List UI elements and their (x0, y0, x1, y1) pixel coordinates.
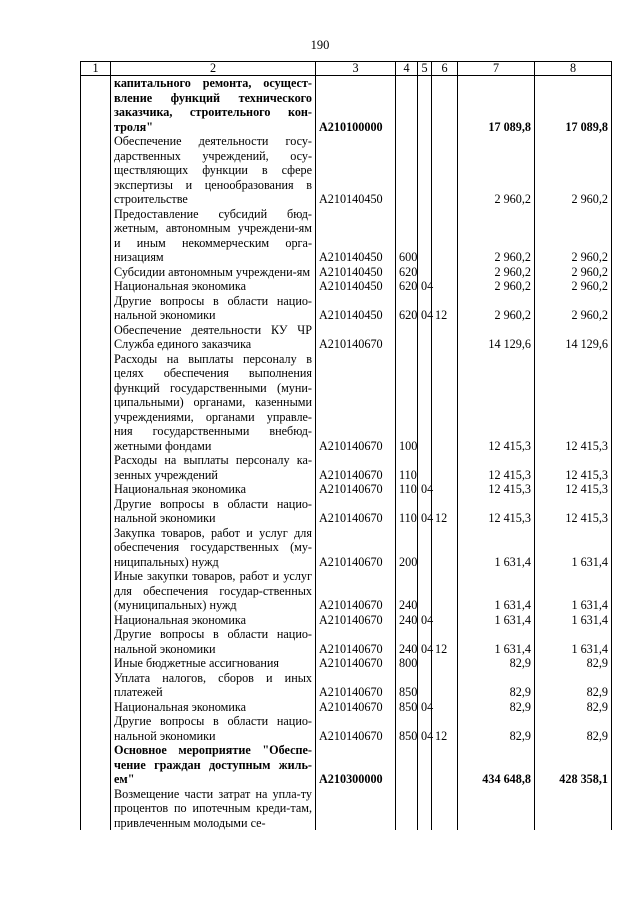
header-cell-5: 5 (418, 62, 432, 76)
row-subsection (432, 453, 458, 482)
row-value-2023: 434 648,8 (458, 743, 535, 787)
row-index-cell (81, 743, 111, 787)
row-index-cell (81, 134, 111, 207)
row-value-2024: 2 960,2 (535, 207, 612, 265)
row-value-2023: 2 960,2 (458, 134, 535, 207)
table-row (81, 714, 612, 743)
row-expense-type (396, 76, 418, 135)
row-index-cell (81, 265, 111, 280)
row-subsection (432, 323, 458, 352)
row-name: Другие вопросы в области нацио-нальной экономики (111, 627, 316, 656)
row-code: A210140670 (316, 700, 396, 715)
row-value-2024: 1 631,4 (535, 569, 612, 613)
row-section (418, 134, 432, 207)
row-section: 04 (418, 714, 432, 743)
row-section (418, 569, 432, 613)
page-number: 190 (310, 38, 330, 52)
row-name: Иные бюджетные ассигнования (111, 656, 316, 671)
row-expense-type (396, 787, 418, 831)
row-value-2023: 17 089,8 (458, 76, 535, 135)
row-value-2023: 2 960,2 (458, 207, 535, 265)
row-value-2024: 12 415,3 (535, 497, 612, 526)
row-code: A210140450 (316, 134, 396, 207)
row-section (418, 207, 432, 265)
row-value-2023: 82,9 (458, 671, 535, 700)
row-name: капитального ремонта, осущест-вление функций технического заказчика, строительного кон-троля" (111, 76, 316, 135)
row-code: A210300000 (316, 743, 396, 787)
row-name: Другие вопросы в области нацио-нальной экономики (111, 497, 316, 526)
row-subsection: 12 (432, 627, 458, 656)
row-section (418, 743, 432, 787)
row-value-2023: 82,9 (458, 714, 535, 743)
row-name: Предоставление субсидий бюд-жетным, автономным учреждени-ям и иным некоммерческим орга-низациям (111, 207, 316, 265)
row-section: 04 (418, 627, 432, 656)
table-row (81, 569, 612, 613)
row-subsection: 12 (432, 497, 458, 526)
header-cell-1: 1 (81, 62, 111, 76)
row-index-cell (81, 352, 111, 454)
row-section (418, 526, 432, 570)
table-row (81, 526, 612, 570)
row-subsection (432, 352, 458, 454)
table-row (81, 207, 612, 265)
row-name: Национальная экономика (111, 613, 316, 628)
row-index-cell (81, 569, 111, 613)
table-row (81, 627, 612, 656)
row-value-2024: 1 631,4 (535, 627, 612, 656)
row-expense-type: 620 (396, 294, 418, 323)
row-index-cell (81, 787, 111, 831)
table-row (81, 323, 612, 352)
row-expense-type (396, 743, 418, 787)
row-subsection (432, 279, 458, 294)
row-value-2023: 12 415,3 (458, 497, 535, 526)
row-subsection (432, 76, 458, 135)
table-row (81, 453, 612, 482)
row-code: A210140670 (316, 671, 396, 700)
row-expense-type: 100 (396, 352, 418, 454)
row-value-2023: 1 631,4 (458, 613, 535, 628)
row-name: Национальная экономика (111, 482, 316, 497)
row-value-2023: 1 631,4 (458, 526, 535, 570)
row-index-cell (81, 671, 111, 700)
row-value-2024: 2 960,2 (535, 279, 612, 294)
row-section: 04 (418, 482, 432, 497)
row-section (418, 787, 432, 831)
row-value-2024: 12 415,3 (535, 453, 612, 482)
row-code: A210100000 (316, 76, 396, 135)
table-row (81, 656, 612, 671)
row-name: Расходы на выплаты персоналу в целях обеспечения выполнения функций государственными (муни-ципальными) органами, казенными учреждениями, органами управле-ния государственными внебюд-жетными фондами (111, 352, 316, 454)
table-row (81, 76, 612, 135)
row-value-2024: 1 631,4 (535, 526, 612, 570)
row-expense-type: 240 (396, 613, 418, 628)
row-expense-type (396, 323, 418, 352)
row-expense-type: 240 (396, 569, 418, 613)
row-section (418, 656, 432, 671)
row-value-2023: 1 631,4 (458, 627, 535, 656)
row-index-cell (81, 656, 111, 671)
table-row (81, 613, 612, 628)
row-code: A210140670 (316, 627, 396, 656)
row-value-2024: 82,9 (535, 671, 612, 700)
row-expense-type: 620 (396, 279, 418, 294)
row-section (418, 453, 432, 482)
row-subsection (432, 134, 458, 207)
row-expense-type (396, 134, 418, 207)
row-value-2024 (535, 787, 612, 831)
row-subsection (432, 656, 458, 671)
row-code: A210140670 (316, 656, 396, 671)
row-code: A210140670 (316, 526, 396, 570)
row-index-cell (81, 294, 111, 323)
row-subsection (432, 743, 458, 787)
row-value-2023: 12 415,3 (458, 352, 535, 454)
row-value-2024: 82,9 (535, 714, 612, 743)
row-section: 04 (418, 700, 432, 715)
row-value-2024: 1 631,4 (535, 613, 612, 628)
row-name: Субсидии автономным учреждени-ям (111, 265, 316, 280)
row-value-2024: 17 089,8 (535, 76, 612, 135)
row-name: Обеспечение деятельности госу-дарственных учреждений, осу-ществляющих функции в сфере экспертизы и ценообразования в строительстве (111, 134, 316, 207)
row-subsection (432, 265, 458, 280)
row-code: A210140670 (316, 569, 396, 613)
table-row (81, 279, 612, 294)
row-code: A210140450 (316, 207, 396, 265)
row-index-cell (81, 453, 111, 482)
row-index-cell (81, 714, 111, 743)
row-index-cell (81, 526, 111, 570)
row-value-2023: 14 129,6 (458, 323, 535, 352)
row-index-cell (81, 323, 111, 352)
row-value-2023: 2 960,2 (458, 279, 535, 294)
row-subsection: 12 (432, 714, 458, 743)
row-index-cell (81, 627, 111, 656)
row-value-2024: 2 960,2 (535, 265, 612, 280)
row-code: A210140670 (316, 714, 396, 743)
row-name: Национальная экономика (111, 279, 316, 294)
row-code: A210140670 (316, 323, 396, 352)
row-value-2023: 2 960,2 (458, 265, 535, 280)
row-subsection (432, 700, 458, 715)
row-value-2024: 2 960,2 (535, 294, 612, 323)
row-value-2023: 2 960,2 (458, 294, 535, 323)
row-section (418, 265, 432, 280)
row-name: Другие вопросы в области нацио-нальной экономики (111, 294, 316, 323)
table-body (81, 76, 612, 831)
row-subsection (432, 613, 458, 628)
table-row (81, 671, 612, 700)
header-cell-8: 8 (535, 62, 612, 76)
row-value-2023: 12 415,3 (458, 482, 535, 497)
row-subsection (432, 671, 458, 700)
row-index-cell (81, 482, 111, 497)
row-index-cell (81, 497, 111, 526)
row-value-2024: 12 415,3 (535, 482, 612, 497)
row-expense-type: 200 (396, 526, 418, 570)
row-expense-type: 110 (396, 497, 418, 526)
row-section: 04 (418, 613, 432, 628)
budget-table (80, 61, 612, 830)
table-row (81, 700, 612, 715)
row-section (418, 323, 432, 352)
row-code: A210140670 (316, 613, 396, 628)
row-section (418, 671, 432, 700)
row-value-2023 (458, 787, 535, 831)
table-row (81, 787, 612, 831)
table-row (81, 265, 612, 280)
row-value-2024: 428 358,1 (535, 743, 612, 787)
row-value-2023: 82,9 (458, 656, 535, 671)
row-index-cell (81, 279, 111, 294)
row-index-cell (81, 76, 111, 135)
row-expense-type: 800 (396, 656, 418, 671)
row-value-2023: 12 415,3 (458, 453, 535, 482)
row-subsection (432, 787, 458, 831)
row-name: Иные закупки товаров, работ и услуг для обеспечения государ-ственных (муниципальных) нужд (111, 569, 316, 613)
row-code (316, 787, 396, 831)
row-index-cell (81, 700, 111, 715)
row-value-2023: 1 631,4 (458, 569, 535, 613)
row-expense-type: 600 (396, 207, 418, 265)
row-code: A210140670 (316, 453, 396, 482)
row-name: Закупка товаров, работ и услуг для обеспечения государственных (му-ниципальных) нужд (111, 526, 316, 570)
header-cell-3: 3 (316, 62, 396, 76)
header-cell-6: 6 (432, 62, 458, 76)
row-code: A210140450 (316, 265, 396, 280)
table-row (81, 294, 612, 323)
row-code: A210140450 (316, 279, 396, 294)
table-row (81, 497, 612, 526)
row-code: A210140450 (316, 294, 396, 323)
row-expense-type: 110 (396, 482, 418, 497)
row-expense-type: 850 (396, 700, 418, 715)
row-section (418, 76, 432, 135)
table-row (81, 352, 612, 454)
row-value-2024: 12 415,3 (535, 352, 612, 454)
row-name: Национальная экономика (111, 700, 316, 715)
row-expense-type: 240 (396, 627, 418, 656)
row-value-2024: 14 129,6 (535, 323, 612, 352)
row-index-cell (81, 613, 111, 628)
row-value-2024: 2 960,2 (535, 134, 612, 207)
row-name: Расходы на выплаты персоналу ка-зенных учреждений (111, 453, 316, 482)
row-expense-type: 620 (396, 265, 418, 280)
row-subsection (432, 569, 458, 613)
row-subsection (432, 482, 458, 497)
row-name: Обеспечение деятельности КУ ЧР Служба единого заказчика (111, 323, 316, 352)
row-code: A210140670 (316, 482, 396, 497)
row-subsection (432, 207, 458, 265)
row-code: A210140670 (316, 497, 396, 526)
row-value-2023: 82,9 (458, 700, 535, 715)
header-cell-7: 7 (458, 62, 535, 76)
row-name: Уплата налогов, сборов и иных платежей (111, 671, 316, 700)
table-row (81, 482, 612, 497)
row-expense-type: 850 (396, 671, 418, 700)
table-header-row (81, 62, 612, 76)
row-section: 04 (418, 294, 432, 323)
table-row (81, 134, 612, 207)
header-cell-4: 4 (396, 62, 418, 76)
row-expense-type: 850 (396, 714, 418, 743)
row-value-2024: 82,9 (535, 700, 612, 715)
row-value-2024: 82,9 (535, 656, 612, 671)
row-section (418, 352, 432, 454)
row-expense-type: 110 (396, 453, 418, 482)
row-index-cell (81, 207, 111, 265)
row-name: Основное мероприятие "Обеспе-чение граждан доступным жиль-ем" (111, 743, 316, 787)
row-subsection: 12 (432, 294, 458, 323)
header-cell-2: 2 (111, 62, 316, 76)
row-name: Возмещение части затрат на упла-ту процентов по ипотечным креди-там, привлеченным молодыми се- (111, 787, 316, 831)
row-section: 04 (418, 279, 432, 294)
row-name: Другие вопросы в области нацио-нальной экономики (111, 714, 316, 743)
row-code: A210140670 (316, 352, 396, 454)
row-subsection (432, 526, 458, 570)
row-section: 04 (418, 497, 432, 526)
table-row (81, 743, 612, 787)
